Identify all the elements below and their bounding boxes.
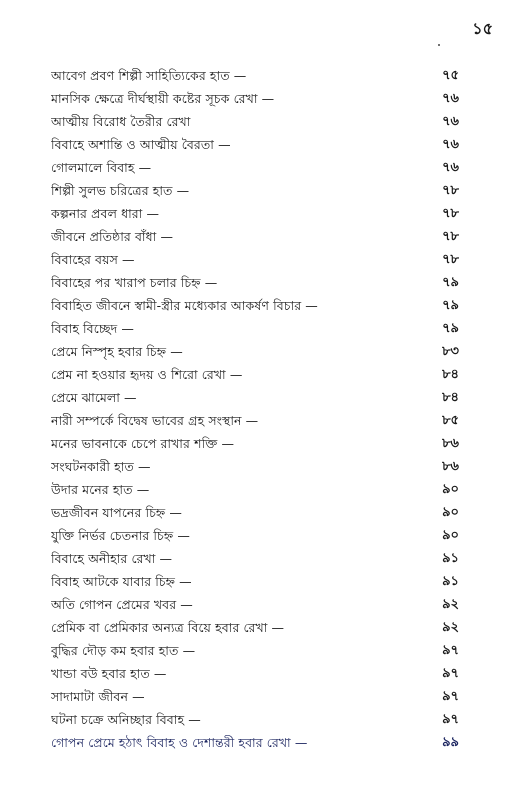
toc-entry <box>51 708 459 731</box>
toc-entry <box>51 87 459 110</box>
toc-entry-title: যুক্তি নির্ভর চেতনার চিহ্ন — <box>51 528 190 543</box>
toc-entry-page: ৮৬ <box>442 436 459 451</box>
toc-entry-page: ৯০ <box>442 482 459 497</box>
toc-entry-page: ৭৯ <box>442 321 459 336</box>
toc-entry-title: প্রেমিক বা প্রেমিকার অন্যত্র বিয়ে হবার রেখা — <box>51 620 285 635</box>
toc-entry-title: আবেগ প্রবণ শিল্পী সাহিত্যিকের হাত — <box>51 68 247 83</box>
toc-entry <box>51 685 459 708</box>
toc-entry-page: ৯১ <box>442 574 459 589</box>
toc-entry <box>51 110 459 133</box>
toc-entry <box>51 133 459 156</box>
toc-entry-page: ৮৪ <box>442 390 459 405</box>
toc-entry <box>51 639 459 662</box>
toc-entry-title: সাদামাটা জীবন — <box>51 689 145 704</box>
toc-entry-title: প্রেমে ঝামেলা — <box>51 390 137 405</box>
toc-entry-title: অতি গোপন প্রেমের খবর — <box>51 597 193 612</box>
toc-entry-page: ৯৯ <box>442 735 459 750</box>
toc-entry-page: ৮৫ <box>442 413 459 428</box>
toc-entry-title: আত্মীয় বিরোধ তৈরীর রেখা <box>51 114 191 129</box>
toc-entry-page: ৯৭ <box>442 643 459 658</box>
toc-entry <box>51 593 459 616</box>
toc-entry <box>51 409 459 432</box>
toc-entry-page: ৮৩ <box>442 344 459 359</box>
toc-entry-title: জীবনে প্রতিষ্ঠার বাঁধা — <box>51 229 174 244</box>
toc-entry-page: ৭৬ <box>442 91 459 106</box>
toc-entry <box>51 363 459 386</box>
toc-entry-title: মানসিক ক্ষেত্রে দীর্ঘস্থায়ী কষ্টের সূচক রেখা — <box>51 91 275 106</box>
toc-entry-title: প্রেম না হওয়ার হৃদয় ও শিরো রেখা — <box>51 367 243 382</box>
toc-entry <box>51 340 459 363</box>
toc-entry-title: বিবাহিত জীবনে স্বামী-স্ত্রীর মধ্যেকার আকর্ষণ বিচার — <box>51 298 318 313</box>
toc-entry-title: সংঘটনকারী হাত — <box>51 459 151 474</box>
toc-entry-title: ঘটনা চক্রে অনিচ্ছার বিবাহ — <box>51 712 201 727</box>
toc-entry-title: বিবাহে অশান্তি ও আত্মীয় বৈরতা — <box>51 137 231 152</box>
toc-entry-page: ৭৯ <box>442 298 459 313</box>
toc-entry-page: ৭৮ <box>442 229 459 244</box>
toc-entry-title: বিবাহে অনীহার রেখা — <box>51 551 173 566</box>
toc-entry <box>51 501 459 524</box>
toc-entry <box>51 547 459 570</box>
toc-entry <box>51 271 459 294</box>
toc-entry-title: কল্পনার প্রবল ধারা — <box>51 206 160 221</box>
speck <box>438 44 440 46</box>
toc-entry <box>51 570 459 593</box>
toc-entry <box>51 294 459 317</box>
toc-entry-page: ৮৪ <box>442 367 459 382</box>
toc-entry <box>51 616 459 639</box>
toc-entry-title: গোপন প্রেমে হঠাৎ বিবাহ ও দেশান্তরী হবার রেখা — <box>51 735 308 750</box>
toc-entry-page: ৭৮ <box>442 183 459 198</box>
toc-entry-page: ৭৬ <box>442 160 459 175</box>
table-of-contents <box>51 64 459 754</box>
toc-entry <box>51 202 459 225</box>
toc-entry-title: গোলমালে বিবাহ — <box>51 160 152 175</box>
page-number: ১৫ <box>472 19 493 38</box>
toc-entry-page: ৯২ <box>442 597 459 612</box>
toc-entry-title: খান্ডা বউ হবার হাত — <box>51 666 167 681</box>
toc-entry-page: ৯০ <box>442 505 459 520</box>
toc-entry-page: ৭৮ <box>442 206 459 221</box>
toc-entry-page: ৯১ <box>442 551 459 566</box>
toc-entry-title: ভদ্রজীবন যাপনের চিহ্ন — <box>51 505 183 520</box>
toc-entry <box>51 386 459 409</box>
toc-entry <box>51 225 459 248</box>
toc-entry-page: ৭৮ <box>442 252 459 267</box>
toc-entry-title: বিবাহ বিচ্ছেদ — <box>51 321 134 336</box>
toc-entry <box>51 156 459 179</box>
toc-entry-title: বিবাহের পর খারাপ চলার চিহ্ন — <box>51 275 218 290</box>
toc-entry <box>51 731 459 754</box>
toc-entry-title: বিবাহ আটকে যাবার চিহ্ন — <box>51 574 192 589</box>
toc-entry <box>51 662 459 685</box>
toc-entry-page: ৭৬ <box>442 114 459 129</box>
toc-entry <box>51 179 459 202</box>
toc-entry-page: ৭৬ <box>442 137 459 152</box>
toc-entry <box>51 64 459 87</box>
toc-entry <box>51 317 459 340</box>
toc-entry <box>51 478 459 501</box>
toc-entry <box>51 432 459 455</box>
toc-entry-page: ৯০ <box>442 528 459 543</box>
toc-entry-title: মনের ভাবনাকে চেপে রাখার শক্তি — <box>51 436 235 451</box>
toc-entry-title: শিল্পী সুলভ চরিত্রের হাত — <box>51 183 190 198</box>
toc-entry-page: ৭৯ <box>442 275 459 290</box>
toc-entry-title: প্রেমে নিস্পৃহ হবার চিহ্ন — <box>51 344 183 359</box>
toc-entry <box>51 524 459 547</box>
toc-entry-title: উদার মনের হাত — <box>51 482 150 497</box>
toc-entry-title: বিবাহের বয়স — <box>51 252 135 267</box>
toc-entry-page: ৮৬ <box>442 459 459 474</box>
toc-entry-page: ৯৭ <box>442 689 459 704</box>
toc-entry-page: ৭৫ <box>442 68 459 83</box>
toc-entry-title: বুদ্ধির দৌড় কম হবার হাত — <box>51 643 196 658</box>
toc-entry <box>51 248 459 271</box>
toc-entry-title: নারী সম্পর্কে বিদ্বেষ ভাবের গ্রহ সংস্থান — <box>51 413 259 428</box>
toc-entry-page: ৯২ <box>442 620 459 635</box>
toc-entry-page: ৯৭ <box>442 712 459 727</box>
toc-entry <box>51 455 459 478</box>
toc-entry-page: ৯৭ <box>442 666 459 681</box>
